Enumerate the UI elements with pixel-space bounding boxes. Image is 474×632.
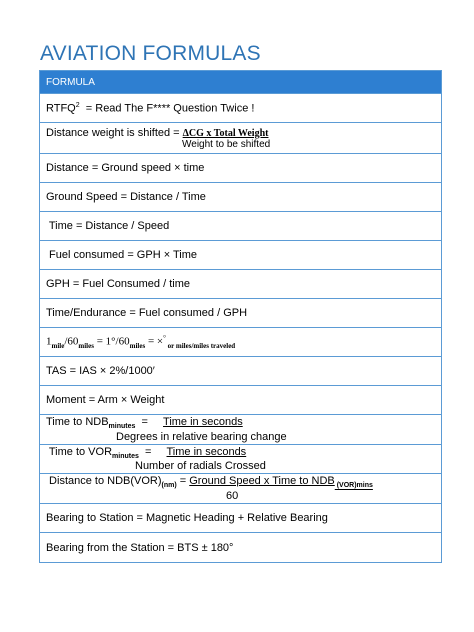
page-title: AVIATION FORMULAS bbox=[40, 42, 261, 65]
table-row: Distance weight is shifted = ΔCG x Total Weight Weight to be shifted bbox=[40, 123, 441, 154]
table-row: Distance to $NDB(VOR)_{(nm)}$ = Ground Speed x Time to NDB $_{(VOR)mins}$ 60 bbox=[40, 474, 441, 504]
table-row: $1_{mile}/60_{miles} = 1^\circ/60_{miles} = \times^\circ$ $_{or miles/miles traveled}$ bbox=[40, 328, 441, 357]
table-row: Time to $NDB_{minutes}$ = Time in seconds Degrees in relative bearing change bbox=[40, 415, 441, 445]
table-row: Bearing from the Station = BTS ± 180° bbox=[46, 541, 234, 554]
table-row: Bearing to Station = Magnetic Heading + Relative Bearing bbox=[40, 504, 441, 533]
table-row: RTFQ$^2$ = Read The F**** Question Twice ! bbox=[40, 94, 441, 123]
table-row: Ground Speed = Distance / Time bbox=[40, 183, 441, 212]
table-row: Fuel consumed = GPH × Time bbox=[40, 241, 441, 270]
table-row: GPH = Fuel Consumed / time bbox=[40, 270, 441, 299]
table-row: Time = Distance / Speed bbox=[40, 212, 441, 241]
table-row: Moment = Arm × Weight bbox=[40, 386, 441, 415]
formula-table bbox=[39, 70, 442, 563]
table-row: TAS = IAS × 2%/1000′ bbox=[40, 357, 441, 386]
table-row: Time/Endurance = Fuel consumed / GPH bbox=[40, 299, 441, 328]
table-header: FORMULA bbox=[40, 71, 441, 94]
table-row: Distance = Ground speed × time bbox=[40, 154, 441, 183]
table-row: Time to $VOR_{minutes}$ = Time in seconds Number of radials Crossed bbox=[40, 445, 441, 474]
